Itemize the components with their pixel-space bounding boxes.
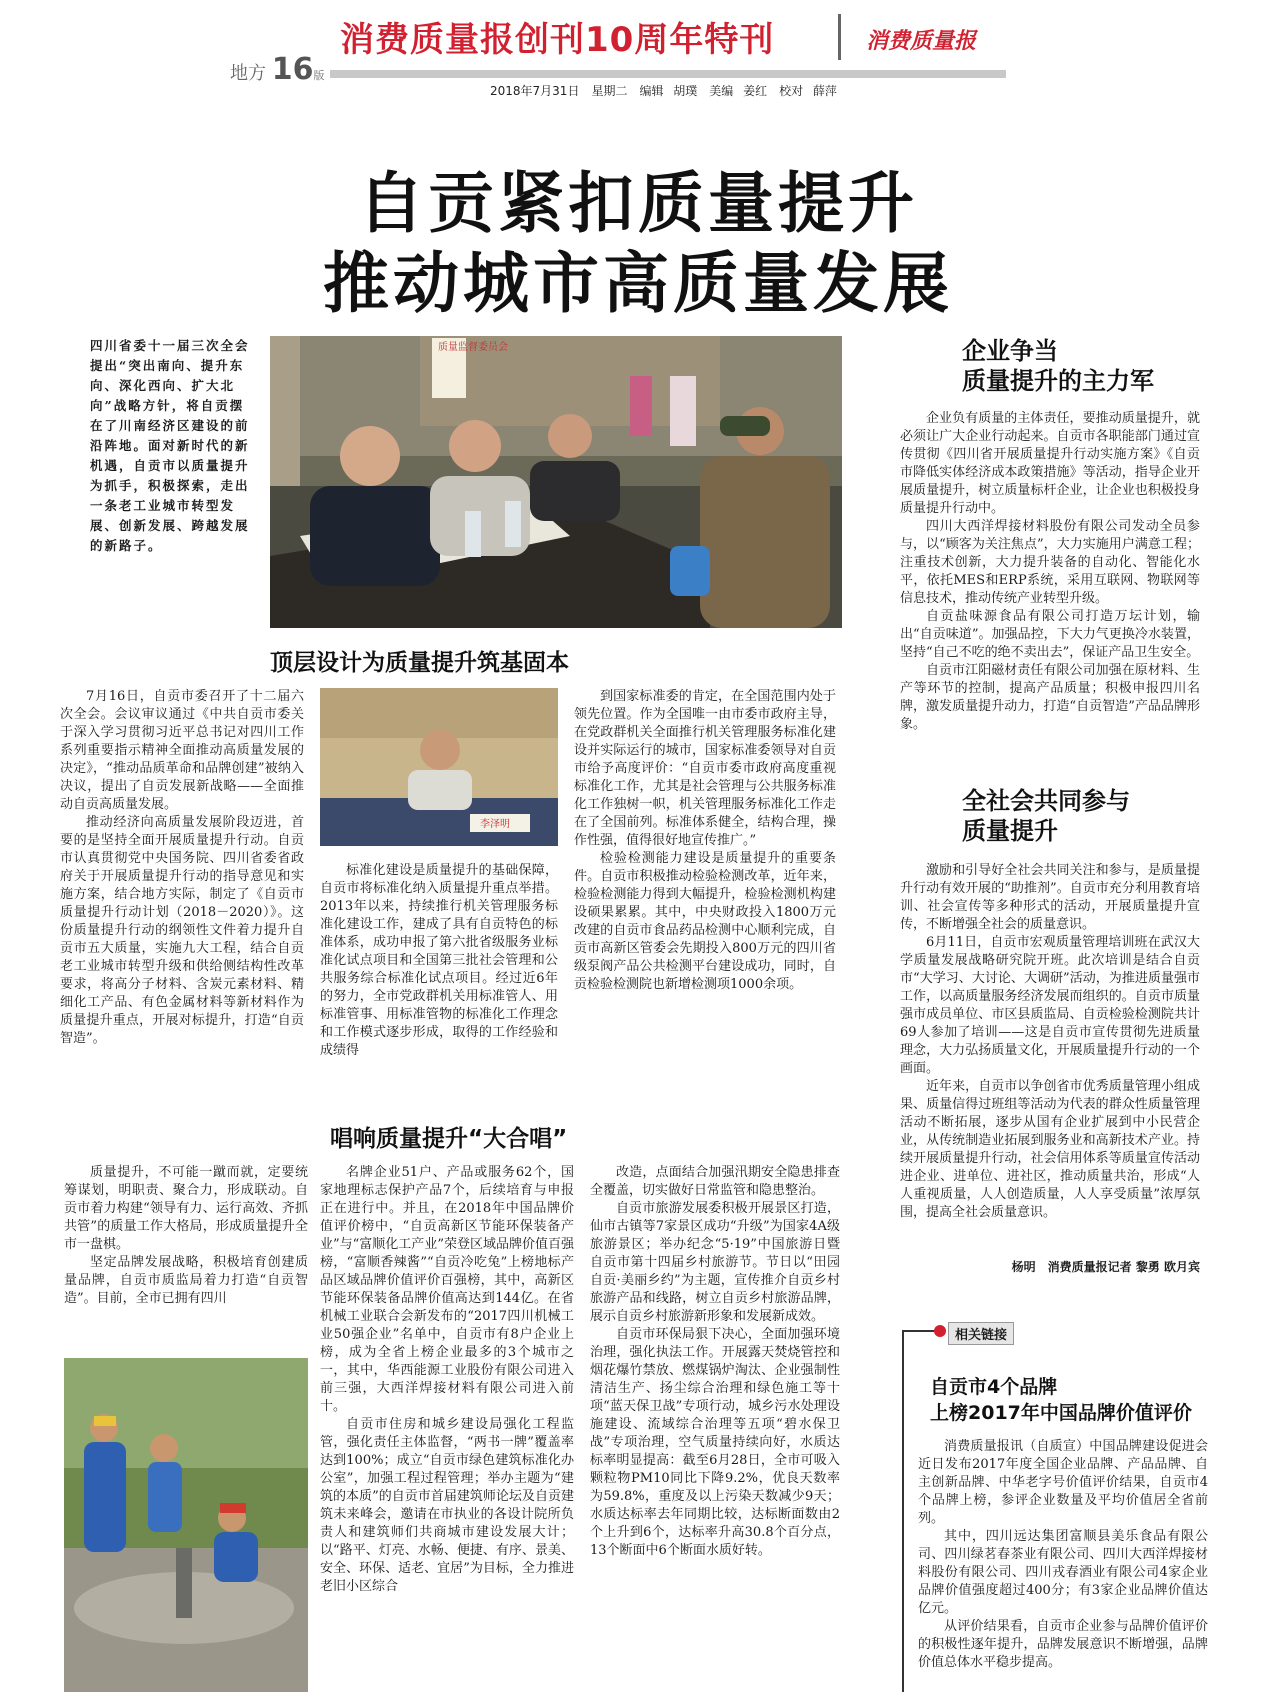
special-issue-title: 消费质量报创刊10周年特刊 [340,20,775,60]
side2-para: 6月11日，自贡市宏观质量管理培训班在武汉大学质量发展战略研究院开班。此次培训是结合自贡市“大学习、大讨论、大调研”活动，为推进质量强市工作，以高质量服务经济发展而组织的。自贡市质量强市成员单位、市区县质监局、自贡检验检测院共计69人参加了培训——这是自贡市宣传贯彻先进质量理念，大力弘扬质量文化，开展质量提升行动的一个画面。 [900,935,1200,1076]
section1-col2-para: 标准化建设是质量提升的基础保障，自贡市将标准化纳入质量提升重点举措。2013年以来，持续推行机关管理服务标准化建设工作，建成了具有自贡特色的标准体系，成功申报了第六批省级服务业标准化试点项目和全国第三批社会管理和公共服务综合标准化试点项目。经过近6年的努力，全市党政群机关用标准管人、用标准管事、用标准管物的标准化工作理念和工作模式逐步形成，取得的工作经验和成绩得 [320,863,558,1058]
section2-col2-para: 名牌企业51户、产品或服务62个，国家地理标志保护产品7个，后续培育与申报正在进行中。并且，在2018年中国品牌价值评价榜中，“自贡高新区节能环保装备产业”与“富顺化工产业”荣登区域品牌价值百强榜，“富顺香辣酱”“自贡冷吃兔”上榜地标产品区域品牌价值评价百强榜，其中，高新区节能环保装备品牌价值高达到144亿。在省机械工业联合会新发布的“2017四川机械工业50强企业”名单中，自贡市有8户企业上榜，成为全省上榜企业最多的3个城市之一，其中，华西能源工业股份有限公司进入前三强，大西洋焊接材料有限公司进入前十。 [320,1165,574,1414]
side1-para: 自贡市江阳磁材责任有限公司加强在原材料、生产等环节的控制，提高产品质量；积极申报四川名牌，激发质量提升动力，打造“自贡智造”产品品牌形象。 [900,663,1200,732]
related-bullet-icon [934,1325,946,1337]
related-link-tag: 相关链接 [948,1322,1014,1345]
section1-col1 [60,688,304,1048]
side1-title [962,336,1154,396]
side1-para: 四川大西洋焊接材料股份有限公司发动全员参与，以“顾客为关注焦点”，大力实施用户满意工程；注重技术创新，大力提升装备的自动化、智能化水平，依托MES和ERP系统，采用互联网、物联网等信息技术，推动传统产业转型升级。 [900,519,1200,606]
related-para: 其中，四川远达集团富顺县美乐食品有限公司、四川绿茗春茶业有限公司、四川大西洋焊接材料股份有限公司、四川戎春酒业有限公司4家企业品牌价值强度超过400分；有3家企业品牌价值达亿元。 [918,1529,1208,1616]
section1-title: 顶层设计为质量提升筑基固本 [270,650,569,676]
related-para: 消费质量报讯（自质宣）中国品牌建设促进会近日发布2017年度全国企业品牌、产品品牌、自主创新品牌、中华老字号价值评价结果，自贡市4个品牌上榜，参评企业数量及平均价值居全省前列。 [918,1439,1208,1526]
section2-col3-para: 改造，点面结合加强汛期安全隐患排查全覆盖，切实做好日常监管和隐患整治。 [590,1165,840,1198]
related-title-line1: 自贡市4个品牌 [930,1376,1058,1398]
masthead-rule [330,70,1006,78]
inspection-photo [64,1358,308,1692]
edition-label [230,52,324,87]
related-para: 从评价结果看，自贡市企业参与品牌价值评价的积极性逐年提升，品牌发展意识不断增强，品牌价值总体水平稳步提高。 [918,1619,1208,1670]
section2-col1-para: 坚定品牌发展战略，积极培育创建质量品牌，自贡市质监局着力打造“自贡智造”。目前，全市已拥有四川 [64,1255,308,1306]
related-body [918,1438,1208,1672]
section2-title: 唱响质量提升“大合唱” [330,1126,568,1152]
side1-para: 自贡盐味源食品有限公司打造万坛计划，输出“自贡味道”。加强品控，下大力气更换冷水装置，坚持“自己不吃的绝不卖出去”，保证产品卫生安全。 [900,609,1200,660]
side2-title-line2: 质量提升 [962,817,1058,845]
page-suffix: 版 [313,69,325,82]
side1-para: 企业负有质量的主体责任，要推动质量提升，就必须让广大企业行动起来。自贡市各职能部门通过宣传贯彻《四川省开展质量提升行动实施方案》《自贡市降低实体经济成本政策措施》等活动，指导企业开展质量提升，树立质量标杆企业，让企业也积极投身质量提升行动中。 [900,411,1200,516]
section1-col1-para: 7月16日，自贡市委召开了十二届六次全会。会议审议通过《中共自贡市委关于深入学习贯彻习近平总书记对四川工作系列重要指示精神全面推动高质量发展的决定》，“推动品质革命和品牌创建”被纳入决议，提出了自贡发展新战略——全面推动自贡高质量发展。 [60,689,304,812]
section2-col3-para: 自贡市旅游发展委积极开展景区打造，仙市古镇等7家景区成功“升级”为国家4A级旅游景区；举办纪念“5·19”中国旅游日暨自贡市第十四届乡村旅游节。节日以“田园自贡·美丽乡约”为主题，宣传推介自贡乡村旅游产品和线路，树立自贡乡村旅游品牌，展示自贡乡村旅游新形象和发展新成效。 [590,1201,840,1324]
lead-paragraph: 四川省委十一届三次全会提出“突出南向、提升东向、深化西向、扩大北向”战略方针，将自贡摆在了川南经济区建设的前沿阵地。面对新时代的新机遇，自贡市以质量提升为抓手，积极探索，走出一条老工业城市转型发展、创新发展、跨越发展的新路子。 [90,338,250,553]
side1-body [900,410,1200,734]
edition-name: 地方 [230,63,266,84]
section2-col1-para: 质量提升，不可能一蹴而就，定要统筹谋划，明职责、聚合力，形成联动。自贡市着力构建“领导有力、运行高效、齐抓共管”的质量工作大格局，形成质量提升全市一盘棋。 [64,1165,308,1252]
main-photo [270,336,842,628]
related-title [930,1374,1192,1426]
section1-col2 [320,862,558,1060]
meeting-speaker-photo [320,688,558,846]
section2-col2-para: 自贡市住房和城乡建设局强化工程监管，强化责任主体监督，“两书一牌”覆盖率达到100%；成立“自贡市绿色建筑标准化办公室”，加强工程过程管理；举办主题为“建筑的本质”的自贡市首届建筑师论坛及自贡建筑未来峰会，邀请在市执业的各设计院所负责人和建筑师们共商城市建设发展大计；以“路平、灯亮、水畅、便捷、有序、景美、安全、环保、适老、宜居”为目标，全力推进老旧小区综合 [320,1417,574,1594]
section1-col3-para: 到国家标准委的肯定，在全国范围内处于领先位置。作为全国唯一由市委市政府主导，在党政群机关全面推行机关管理服务标准化建设并实际运行的城市，国家标准委领导对自贡市给予高度评价：“自贡市委市政府高度重视标准化工作，尤其是社会管理与公共服务标准化工作独树一帜，机关管理服务标准化工作走在了全国前列。标准体系健全，结构合理，操作性强，值得很好地宣传推广。” [574,689,836,848]
side2-para: 近年来，自贡市以争创省市优秀质量管理小组成果、质量信得过班组等活动为代表的群众性质量管理活动不断拓展，逐步从国有企业扩展到中小民营企业，从传统制造业拓展到服务业和高新技术产业。持续开展质量提升行动，社会信用体系等质量宣传活动进企业、进单位、进社区，推动质量共治，形成“人人重视质量，人人创造质量，人人享受质量”浓厚氛围，提高全社会质量意识。 [900,1079,1200,1220]
side1-title-line1: 企业争当 [962,337,1058,365]
section1-col1-para: 推动经济向高质量发展阶段迈进，首要的是坚持全面开展质量提升行动。自贡市认真贯彻党中央国务院、四川省委省政府关于开展质量提升行动的指导意见和实施方案，结合地方实际，制定了《自贡市质量提升行动计划（2018－2020）》。这份质量提升行动的纲领性文件着力提升自贡市五大质量，实施九大工程，结合自贡老工业城市转型升级和供给侧结构性改革要求，将高分子材料、含炭元素材料、精细化工产品、有色金属材料等新材料作为质量提升重点，开展对标提升，打造“自贡智造”。 [60,815,304,1046]
speaker-nameplate: 李泽明 [480,819,510,830]
photo-sign-text: 质量监督委员会 [438,342,508,353]
section1-col3-para: 检验检测能力建设是质量提升的重要条件。自贡市积极推动检验检测改革，近年来，检验检测能力得到大幅提升，检验检测机构建设硕果累累。其中，中央财政投入1800万元改建的自贡市食品药品检测中心顺利完成，自贡市高新区管委会先期投入800万元的四川省级泵阀产品公共检测平台建设成功，同时，自贡检验检测院也新增检测项1000余项。 [574,851,836,992]
side2-para: 激励和引导好全社会共同关注和参与，是质量提升行动有效开展的“助推剂”。自贡市充分利用教育培训、社会宣传等多种形式的活动，开展质量提升宣传，不断增强全社会的质量意识。 [900,863,1200,932]
page-number: 16 [271,52,314,87]
related-title-line2: 上榜2017年中国品牌价值评价 [930,1402,1192,1424]
side2-title [962,786,1130,846]
dateline: 2018年7月31日 星期二 编辑 胡璞 美编 姜红 校对 薛萍 [490,84,837,98]
masthead-divider [838,14,841,60]
section2-col3-para: 自贡市环保局狠下决心，全面加强环境治理，强化执法工作。开展露天焚烧管控和烟花爆竹禁放、燃煤锅炉淘汰、企业强制性清洁生产、扬尘综合治理和绿色施工等十项“蓝天保卫战”专项行动，城乡污水处理设施建设、流域综合治理等五项“碧水保卫战”专项治理，空气质量持续向好，水质达标率明显提高：截至6月28日，全市可吸入颗粒物PM10同比下降9.2%，优良天数率为59.8%，重度及以上污染天数减少9天；水质达标率去年同期比较，达标断面数由2个上升到6个，达标率升高30.8个百分点，13个断面中6个断面水质好转。 [590,1327,840,1558]
side2-body [900,862,1200,1222]
side1-title-line2: 质量提升的主力军 [962,367,1154,395]
headline-line-1: 自贡紧扣质量提升 [358,165,918,242]
related-frame-left [902,1330,904,1692]
section2-col1 [64,1164,308,1308]
section2-col2 [320,1164,574,1596]
newspaper-brand-logo: 消费质量报 [866,29,977,54]
side2-byline: 杨明 消费质量报记者 黎勇 欧月宾 [1011,1260,1200,1274]
side2-title-line1: 全社会共同参与 [962,787,1130,815]
section2-col3 [590,1164,840,1560]
headline-line-2: 推动城市高质量发展 [323,245,953,322]
section1-col3 [574,688,836,994]
